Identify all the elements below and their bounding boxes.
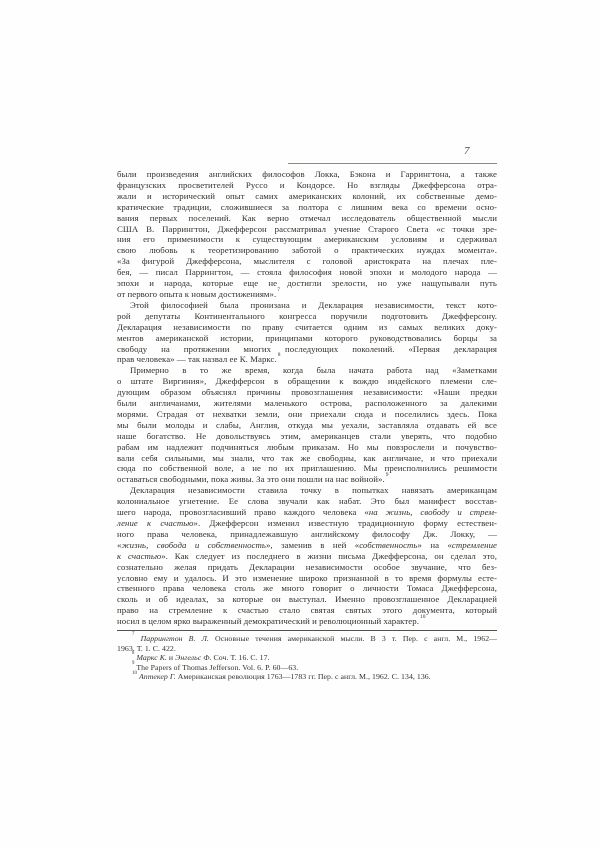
text-segment: носил в целом ярко выраженный демократический и революционный характер.	[117, 616, 419, 627]
text-line	[117, 540, 497, 551]
italic-text: собственность	[359, 539, 418, 550]
text-line	[117, 420, 497, 431]
text-segment: право на стремление к счастью стало святая святых этого документа, который	[117, 605, 497, 616]
text-line	[117, 245, 497, 256]
text-segment: ментов американской истории, принципами которого руководствовались борцы за	[117, 332, 497, 343]
text-line	[117, 398, 497, 409]
text-segment: Соч. Т. 16. С. 17.	[211, 653, 270, 663]
footnotes	[117, 634, 497, 682]
italic-text: к счастью	[117, 550, 162, 561]
footnote-marker: 7	[277, 286, 281, 293]
text-segment: ». Джефферсон изменил известную традиционную форму естествен-	[193, 518, 497, 528]
text-segment: сюда по собственной воле, а не по их приглашению. Мы преисполнились решимости	[117, 463, 497, 474]
text-line	[117, 583, 497, 594]
text-segment: бея, — писал Паррингтон, — стояла философия новой эпохи и молодого народа —	[117, 267, 497, 278]
text-line	[117, 496, 497, 507]
text-line	[117, 322, 497, 333]
text-segment: Этой философией была пронизана и Декларация независимости, текст кото-	[130, 299, 497, 310]
italic-text: ление к счастью	[117, 518, 194, 528]
text-segment: мы были молоды и слабы, Англия, откуда мы уехали, заставляла отдавать ей все	[117, 419, 497, 430]
text-segment: от первого опыта к новым достижениям».	[117, 288, 277, 299]
text-segment: были произведения английских философов Локка, Бэкона и Гаррингтона, а также	[117, 169, 497, 179]
text-segment: вали себя сильными, мы знали, что так же свободны, как англичане, и что приехали	[117, 452, 497, 463]
text-line	[117, 169, 497, 180]
text-segment: «	[117, 539, 122, 550]
text-line	[117, 551, 497, 562]
text-segment: свою любовь к теоретизированию заботой о практических нуждах момента».	[117, 245, 497, 256]
text-line	[117, 507, 497, 518]
text-line	[117, 573, 497, 584]
text-segment: 1963. Т. 1. С. 422.	[117, 643, 176, 653]
text-segment: эпохи и народа, которые еще не достигли зрелости, но уже нащупывали путь	[117, 278, 497, 289]
text-segment: Основные течения американской мысли. В 3 т. Пер. с англ. М., 1962—	[208, 634, 498, 643]
italic-text: на жизнь, свободу и стрем-	[368, 507, 497, 518]
text-line	[117, 594, 497, 605]
text-segment: шего народа, провозгласивший право каждого человека «	[117, 507, 369, 518]
footnote-marker: 9	[385, 472, 389, 478]
text-segment: колониальное угнетение. Ее слова звучали как набат. Это был манифест восстав-	[117, 496, 497, 507]
text-segment: Примерно в то же время, когда была начата работа над «Заметками	[130, 365, 497, 376]
text-segment: рой депутаты Континентального конгресса поручили подготовить Джефферсону.	[117, 310, 497, 321]
text-segment: «За фигурой Джефферсона, мыслителя с головой аристократа на плечах пле-	[117, 256, 497, 267]
text-line	[117, 311, 497, 322]
text-line	[117, 267, 497, 278]
page-number: 7	[464, 145, 470, 157]
text-line	[117, 376, 497, 387]
text-line	[117, 256, 497, 267]
text-line	[117, 442, 497, 453]
text-segment: сколь и об идеалах, за которые он выступал. Именно провозглашенное Декларацией	[117, 594, 497, 605]
text-segment: Декларация независимости ставила точку в попытках навязать американцам	[130, 485, 497, 496]
text-line	[117, 286, 497, 300]
text-segment: вания первых поселений. Как верно отмечал исследователь общественной мысли	[117, 212, 497, 223]
footnote-marker: 10	[419, 613, 426, 620]
text-segment: о штате Виргиния», Джефферсон в обращении к вождю индейского племени сле-	[117, 376, 497, 387]
footnote-marker: 7	[132, 632, 135, 638]
footnote-marker: 8	[132, 651, 135, 657]
body-text	[117, 169, 497, 627]
text-line	[117, 234, 497, 245]
text-line	[117, 529, 497, 540]
footnote-separator-rule	[117, 630, 497, 631]
text-segment: США В. Паррингтон, Джефферсон рассматривал учение Старого Света «с точки зре-	[117, 223, 497, 234]
text-segment: морями. Страдая от нехватки земли, они приехали сюда и поселились здесь. Пока	[117, 408, 497, 419]
text-segment: прав человека» — так назвал ее К. Маркс.	[117, 354, 277, 365]
text-line	[117, 562, 497, 573]
text-segment: рабам им надлежит подчиняться любым приказам. Но мы повзрослели и почувство-	[117, 441, 497, 452]
text-line	[117, 605, 497, 616]
text-line	[117, 191, 497, 202]
footnote-marker: 9	[132, 661, 135, 667]
text-segment: наше богатство. Не довольствуясь этим, американцев стали уверять, что подобно	[117, 430, 497, 441]
italic-text: Маркс К.	[136, 653, 167, 663]
text-segment: и	[166, 653, 176, 663]
text-segment: ния его применимости к существующим американским условиям и сдерживал	[117, 234, 497, 245]
text-line	[117, 474, 497, 485]
italic-text: Энгельс Ф.	[175, 653, 212, 663]
italic-text: жизнь, свобода и собственность	[121, 539, 266, 550]
header-rule	[288, 163, 497, 164]
italic-text: Аптекер Г.	[138, 672, 176, 682]
text-line	[117, 202, 497, 213]
text-line	[117, 365, 497, 376]
text-line	[117, 213, 497, 224]
text-line	[117, 344, 497, 355]
text-line	[117, 431, 497, 442]
text-line	[117, 224, 497, 235]
text-segment: дующим образом объяснял причины провозглашения независимости: «Наши предки	[117, 387, 497, 398]
text-segment: » на «	[417, 539, 452, 550]
text-segment: », заменив в ней «	[265, 539, 360, 550]
text-segment: ного права человека, принадлежавшую английскому философу Дж. Локку, —	[117, 528, 497, 539]
text-segment: сознательно желая придать Декларации независимости особое звучание, что без-	[117, 561, 497, 572]
text-line	[117, 613, 497, 627]
text-line	[117, 485, 497, 496]
text-segment: свободу на протяжении многих последующих поколений. «Первая декларация	[117, 343, 497, 354]
text-segment: ». Как следует из последнего в жизни письма Джефферсона, он сделал это,	[161, 550, 497, 561]
text-segment: жали и исторический опыт самих американских колоний, их собственные демо-	[117, 190, 497, 201]
footnote-line	[117, 672, 497, 682]
footnote-marker: 8	[277, 352, 281, 359]
text-segment: условно ему и удалось. И это изменение широко признанной в то время формулы есте-	[117, 572, 497, 583]
text-segment: кратические традиции, сложившиеся за полтора с лишним века со времени осно-	[117, 201, 497, 212]
text-segment: ственного права человека столь же много говорит о личности Томаса Джефферсона,	[117, 583, 497, 594]
text-segment: Декларация независимости по праву считается одним из самых великих доку-	[117, 321, 497, 332]
footnote-marker: 10	[132, 670, 137, 676]
text-line	[117, 333, 497, 344]
text-line	[117, 409, 497, 420]
footnote-line	[117, 653, 497, 663]
text-line	[117, 387, 497, 398]
text-line	[117, 278, 497, 289]
text-line	[117, 518, 497, 529]
text-line	[117, 180, 497, 191]
text-segment: Американская революция 1763—1783 гг. Пер. с англ. М., 1962. С. 134, 136.	[175, 672, 431, 682]
text-line	[117, 354, 497, 365]
text-line	[117, 300, 497, 311]
text-segment: The Papers of Thomas Jefferson. Vol. 6. P. 60—63.	[134, 662, 299, 672]
text-line	[117, 463, 497, 474]
footnote-line	[117, 663, 497, 673]
italic-text: Паррингтон В. Л.	[140, 634, 209, 643]
text-segment: оставаться свободными, пока живы. За это они пошли на нас войной».	[117, 474, 385, 485]
footnote-line	[117, 643, 497, 657]
text-segment: были англичанами, жителями маленького острова, расположенного за далекими	[117, 398, 497, 409]
italic-text: стремление	[451, 539, 497, 550]
text-line	[117, 453, 497, 464]
footnote-line	[117, 634, 497, 644]
text-segment: французских просветителей Руссо и Кондорсе. Но взгляды Джефферсона отра-	[117, 179, 497, 190]
